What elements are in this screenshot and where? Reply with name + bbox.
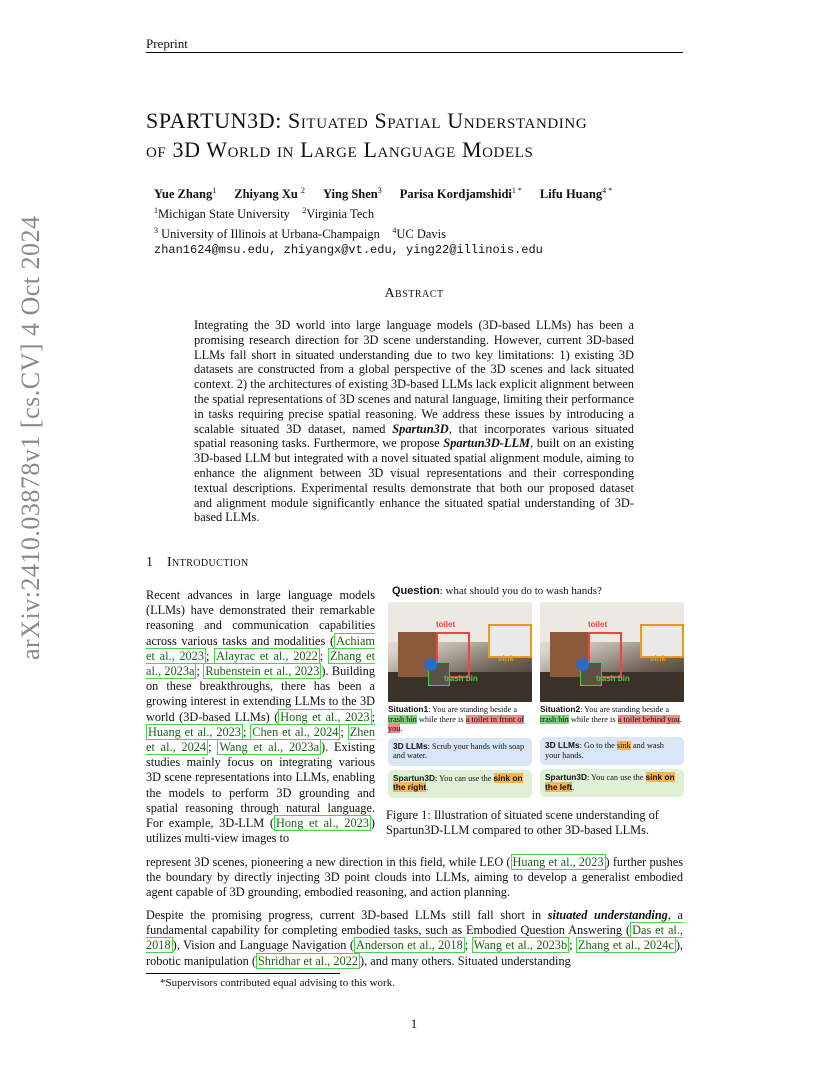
title-line-1: SPARTUN3D: Situated Spatial Understanding — [146, 108, 588, 133]
citation-link[interactable]: Zhen et al., 2024 — [146, 724, 375, 755]
citation-link[interactable]: Shridhar et al., 2022 — [257, 953, 359, 968]
citation-link[interactable]: Anderson et al., 2018 — [355, 938, 463, 953]
toilet-label: toilet — [588, 620, 608, 629]
abstract-body: Integrating the 3D world into large language models (3D-based LLMs) has been a promising research direction for 3D scene understanding. However, current 3D-based LLMs fall short in situated understanding due to two key limitations: 1) existing 3D datasets are constructed from a global perspective of the 3D scenes and lack situated context. 2) the architectures of existing 3D-based LLMs lack explicit alignment between the spatial representations of 3D scenes and natural language, limiting their performance in tasks requiring precise spatial reasoning. We address these issues by introducing a scalable situated 3D dataset, named Spartun3D, that incorporates various situated spatial reasoning tasks. Furthermore, we propose Spartun3D-LLM, built on an existing 3D-based LLM but integrated with a novel situated spatial alignment module, aiming to enhance the alignment between 3D visual representations and their corresponding textual descriptions. Experimental results demonstrate that both our proposed dataset and alignment module significantly enhance the situated spatial understanding of 3D-based LLMs. — [194, 318, 634, 525]
figure-panel-left — [388, 602, 532, 798]
trash-bin-label: trash bin — [444, 674, 478, 683]
author: Yue Zhang$^1$ — [154, 186, 217, 202]
footnote-rule — [146, 973, 340, 974]
affiliation-line-1: $^1$Michigan State University $^2$Virginia Tech — [154, 206, 375, 222]
header-rule — [146, 52, 683, 53]
figure-panel-right — [540, 602, 684, 798]
trash-bin-label: trash bin — [596, 674, 630, 683]
situated-understanding-paragraph: Despite the promising progress, current 3D-based LLMs still fall short in situated understanding, a fundamental capability for completing embodied tasks, such as Embodied Question Answering ( Das et al., 2018 ), Vision and Language Navigation ( Anderson et al., 2018 ; Wang et al., 2023b ; Zhang et al., 2024c ), robotic manipulation ( Shridhar et al., 2022 ), and many others. Situated understanding — [146, 908, 684, 968]
scene-image-right — [540, 602, 684, 702]
spartun3d-answer-bubble: Spartun3D: You can use the sink on the left. — [540, 769, 684, 797]
sink-label: sink — [650, 654, 667, 663]
running-head: Preprint — [146, 36, 188, 51]
agent-marker-icon — [576, 658, 589, 671]
situation-text: Situation2: You are standing beside a trash bin while there is a toilet behind you. — [540, 704, 682, 724]
citation-link[interactable]: Zhang et al., 2024c — [578, 938, 674, 953]
citation-link[interactable]: Hong et al., 2023 — [276, 816, 369, 831]
citation-link[interactable]: Huang et al., 2023 — [512, 855, 604, 869]
figure-caption: Figure 1: Illustration of situated scene understanding of Spartun3D-LLM compared to other 3D-based LLMs. — [386, 808, 659, 838]
citation-link[interactable]: Chen et al., 2024 — [252, 724, 339, 739]
paper-title — [146, 106, 706, 164]
page-number: 1 — [410, 1016, 418, 1031]
citation-link[interactable]: Das et al., 2018 — [146, 923, 683, 953]
footnote: *Supervisors contributed equal advising to this work. — [160, 977, 395, 989]
situation-text: Situation1: You are standing beside a trash bin while there is a toilet in front of you. — [388, 704, 525, 734]
citation-link[interactable]: Achiam et al., 2023 — [146, 633, 375, 663]
citation-link[interactable]: Wang et al., 2023b — [473, 938, 568, 953]
figure-1 — [388, 585, 684, 798]
sink-box — [488, 624, 532, 658]
affiliation-line-2: $^3$ University of Illinois at Urbana-Champaign $^4$UC Davis — [154, 226, 446, 242]
citation-link[interactable]: Huang et al., 2023 — [148, 724, 241, 739]
scene-image-left — [388, 602, 532, 702]
citation-link[interactable]: Rubenstein et al., 2023 — [205, 664, 320, 679]
sink-label: sink — [498, 654, 515, 663]
intro-paragraph: Recent advances in large language models (LLMs) have demonstrated their remarkable reasoning and communication capabilities across various tasks and modalities ( Achiam et al., 2023 ; Alayrac et al., 2022 ; Zhang et al., 2023a ; Rubenstein et al., 2023 ). Building on these breakthroughs, there has been a growing interest in extending LLMs to the 3D world (3D-based LLMs) ( Hong et al., 2023 ; Huang et al., 2023 ; Chen et al., 2024 ; Zhen et al., 2024 ; Wang et al., 2023a ). Existing studies mainly focus on integrating various 3D scene representations into LLMs, enabling the models to perform 3D grounding and spatial reasoning through natural language. For example, 3D-LLM ( Hong et al., 2023 ) utilizes multi-view images to — [146, 588, 376, 846]
section-heading-introduction: 1 Introduction — [146, 555, 249, 570]
arxiv-stamp: arXiv:2410.03878v1 [cs.CV] 4 Oct 2024 — [16, 215, 45, 660]
agent-marker-icon — [424, 658, 437, 671]
author: Zhiyang Xu $^2$ — [234, 186, 305, 202]
author-list — [154, 183, 674, 202]
toilet-label: toilet — [436, 620, 456, 629]
authors-block — [154, 183, 674, 258]
citation-link[interactable]: Hong et al., 2023 — [280, 709, 370, 724]
author: Lifu Huang$^{4 *}$ — [539, 186, 613, 202]
sink-box — [640, 624, 684, 658]
baseline-answer-bubble: 3D LLMs: Go to the sink and wash your hands. — [540, 737, 684, 765]
citation-link[interactable]: Zhang et al., 2023a — [146, 648, 376, 679]
intro-paragraph-continued: represent 3D scenes, pioneering a new direction in this field, while LEO ( Huang et al., 2023 ) further pushes the boundary by directly injecting 3D point clouds into LLMs, aiming to develop a generalist embodied agent capable of 3D grounding, embodied reasoning, and action planning. — [146, 855, 683, 900]
citation-link[interactable]: Alayrac et al., 2022 — [216, 648, 318, 663]
abstract-heading: Abstract — [384, 286, 444, 301]
title-line-2: of 3D World in Large Language Models — [146, 137, 534, 162]
figure-question: Question: what should you do to wash hands? — [392, 585, 602, 597]
author-emails[interactable]: zhan1624@msu.edu, zhiyangx@vt.edu, ying22@illinois.edu — [154, 243, 543, 258]
citation-link[interactable]: Wang et al., 2023a — [219, 740, 320, 755]
spartun3d-answer-bubble: Spartun3D: You can use the sink on the right. — [388, 770, 532, 798]
baseline-answer-bubble: 3D LLMs: Scrub your hands with soap and water. — [388, 738, 532, 766]
author: Ying Shen$^3$ — [322, 186, 382, 202]
author: Parisa Kordjamshidi$^{1 *}$ — [399, 186, 522, 202]
